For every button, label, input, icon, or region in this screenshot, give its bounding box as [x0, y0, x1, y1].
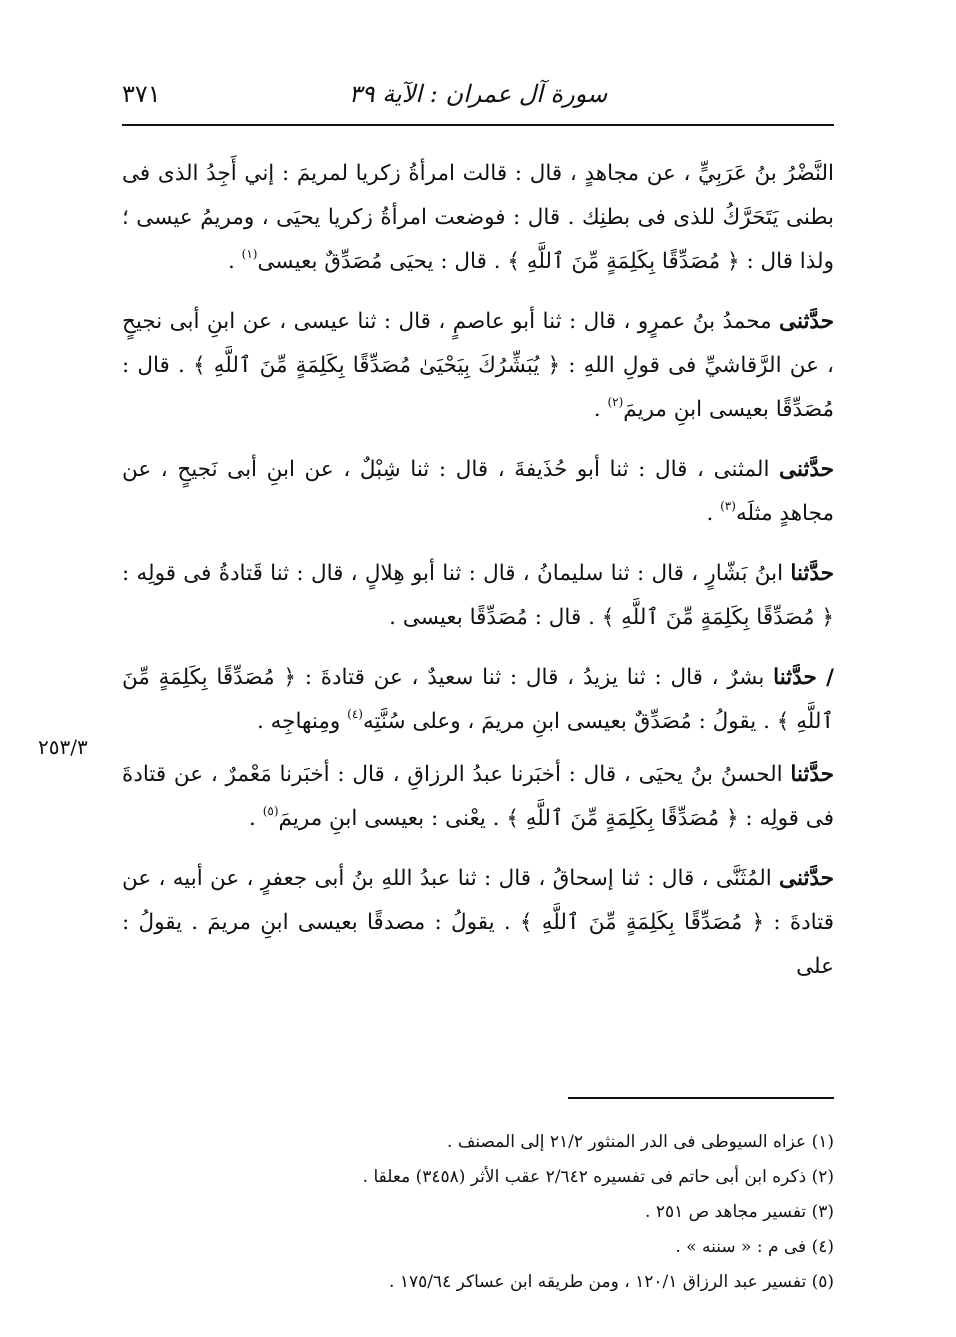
page-number: ٣٧١: [122, 80, 161, 108]
paragraph-tail: ومِنهاجِه .: [256, 709, 348, 734]
footnote-divider: [568, 1097, 834, 1099]
paragraph-text: محمدُ بنُ عمرٍو ، قال : ثنا أبو عاصمٍ ، قال : ثنا عيسى ، عن ابنِ أبى نجيحٍ ، عن الرَّقاشيِّ فى قولِ اللهِ : ﴿ يُبَشِّرُكَ بِيَحْيَىٰ مُصَدِّقًا بِكَلِمَةٍ مِّنَ ٱللَّهِ ﴾ . قال : مُصَدِّقًا بعيسى ابنِ مريمَ: [122, 309, 834, 422]
paragraph-lead: / حدَّثنا: [773, 665, 834, 690]
footnote: (١) عزاه السيوطى فى الدر المنثور ٢١/٢ إلى المصنف .: [447, 1132, 834, 1152]
paragraph: [122, 857, 834, 989]
paragraph-tail: .: [249, 806, 263, 831]
footnote: (٢) ذكره ابن أبى حاتم فى تفسيره ٢/٦٤٢ عقب الأثر (٣٤٥٨) معلقا .: [362, 1167, 834, 1187]
paragraph-lead: حدَّثنى: [779, 866, 834, 891]
paragraph-text: المُثَنَّى ، قال : ثنا إسحاقُ ، قال : ثنا عبدُ اللهِ بنُ أبى جعفرٍ ، عن أبيه ، عن قتادةَ : ﴿ مُصَدِّقًا بِكَلِمَةٍ مِّنَ ٱللَّهِ ﴾ . يقولُ : مصدقًا بعيسى ابنِ مريمَ . يقولُ : على: [122, 866, 834, 979]
running-title: سورة آل عمران : الآية ٣٩: [348, 80, 608, 108]
margin-volume-page-reference: ٢٥٣/٣: [38, 735, 88, 759]
main-text: [122, 152, 834, 1005]
paragraph: [122, 300, 834, 432]
paragraph-lead: حدَّثنى: [779, 309, 834, 334]
paragraph-text: النَّضْرُ بنُ عَرَبِيٍّ ، عن مجاهدٍ ، قال : قالت امرأةُ زكريا لمريمَ : إني أَجِدُ الذى فى بطنى يَتَحَرَّكُ للذى فى بطنِك . قال : فوضعت امرأةُ زكريا يحيَى ، ومريمُ عيسى ؛ ولذا قال : ﴿ مُصَدِّقًا بِكَلِمَةٍ مِّنَ ٱللَّهِ ﴾ . قال : يحيَى مُصَدِّقٌ بعيسى: [122, 161, 834, 274]
paragraph-text: ابنُ بَشّارٍ ، قال : ثنا سليمانُ ، قال : ثنا أبو هِلالٍ ، قال : ثنا قَتادةُ فى قولِه : ﴿ مُصَدِّقًا بِكَلِمَةٍ مِّنَ ٱللَّهِ ﴾ . قال : مُصَدِّقًا بعيسى .: [122, 561, 834, 630]
paragraph-tail: .: [593, 397, 608, 422]
paragraph-text: المثنى ، قال : ثنا أبو حُذَيفةَ ، قال : ثنا شِبْلٌ ، عن ابنِ أبى نَجيحٍ ، عن مجاهدٍ مثلَه: [122, 457, 834, 526]
page-header: [122, 72, 834, 126]
footnote: (٤) فى م : « سننه » .: [675, 1237, 834, 1257]
footnote-marker: (٣): [720, 499, 736, 513]
footnote: (٣) تفسير مجاهد ص ٢٥١ .: [645, 1202, 834, 1222]
paragraph: [122, 656, 834, 744]
paragraph-text: الحسنُ بنُ يحيَى ، قال : أخبَرنا عبدُ الرزاقِ ، قال : أخبَرنا مَعْمرٌ ، عن قتادةَ فى قولِه : ﴿ مُصَدِّقًا بِكَلِمَةٍ مِّنَ ٱللَّهِ ﴾ . يعْنى : بعيسى ابنِ مريمَ: [122, 762, 834, 831]
footnote-marker: (٢): [607, 395, 624, 409]
footnote-marker: (٥): [262, 804, 279, 818]
footnote: (٥) تفسير عبد الرزاق ١٢٠/١ ، ومن طريقه ابن عساكر ١٧٥/٦٤ .: [389, 1272, 834, 1292]
paragraph-text: بشرٌ ، قال : ثنا يزيدُ ، قال : ثنا سعيدٌ ، عن قتادةَ : ﴿ مُصَدِّقًا بِكَلِمَةٍ مِّنَ ٱللَّهِ ﴾ . يقولُ : مُصَدِّقٌ بعيسى ابنِ مريمَ ، وعلى سُنَّتِه: [122, 665, 834, 734]
paragraph: [122, 152, 834, 284]
paragraph-lead: حدَّثنا: [790, 561, 834, 586]
paragraph: [122, 552, 834, 640]
footnotes: [122, 1125, 834, 1300]
footnote-marker: (١): [241, 247, 258, 261]
paragraph-tail: .: [227, 249, 242, 274]
footnote-marker: (٤): [347, 707, 363, 721]
paragraph-tail: .: [706, 501, 721, 526]
paragraph-lead: حدَّثنا: [790, 762, 834, 787]
paragraph-lead: حدَّثنى: [779, 457, 834, 482]
paragraph: [122, 448, 834, 536]
paragraph: [122, 753, 834, 841]
